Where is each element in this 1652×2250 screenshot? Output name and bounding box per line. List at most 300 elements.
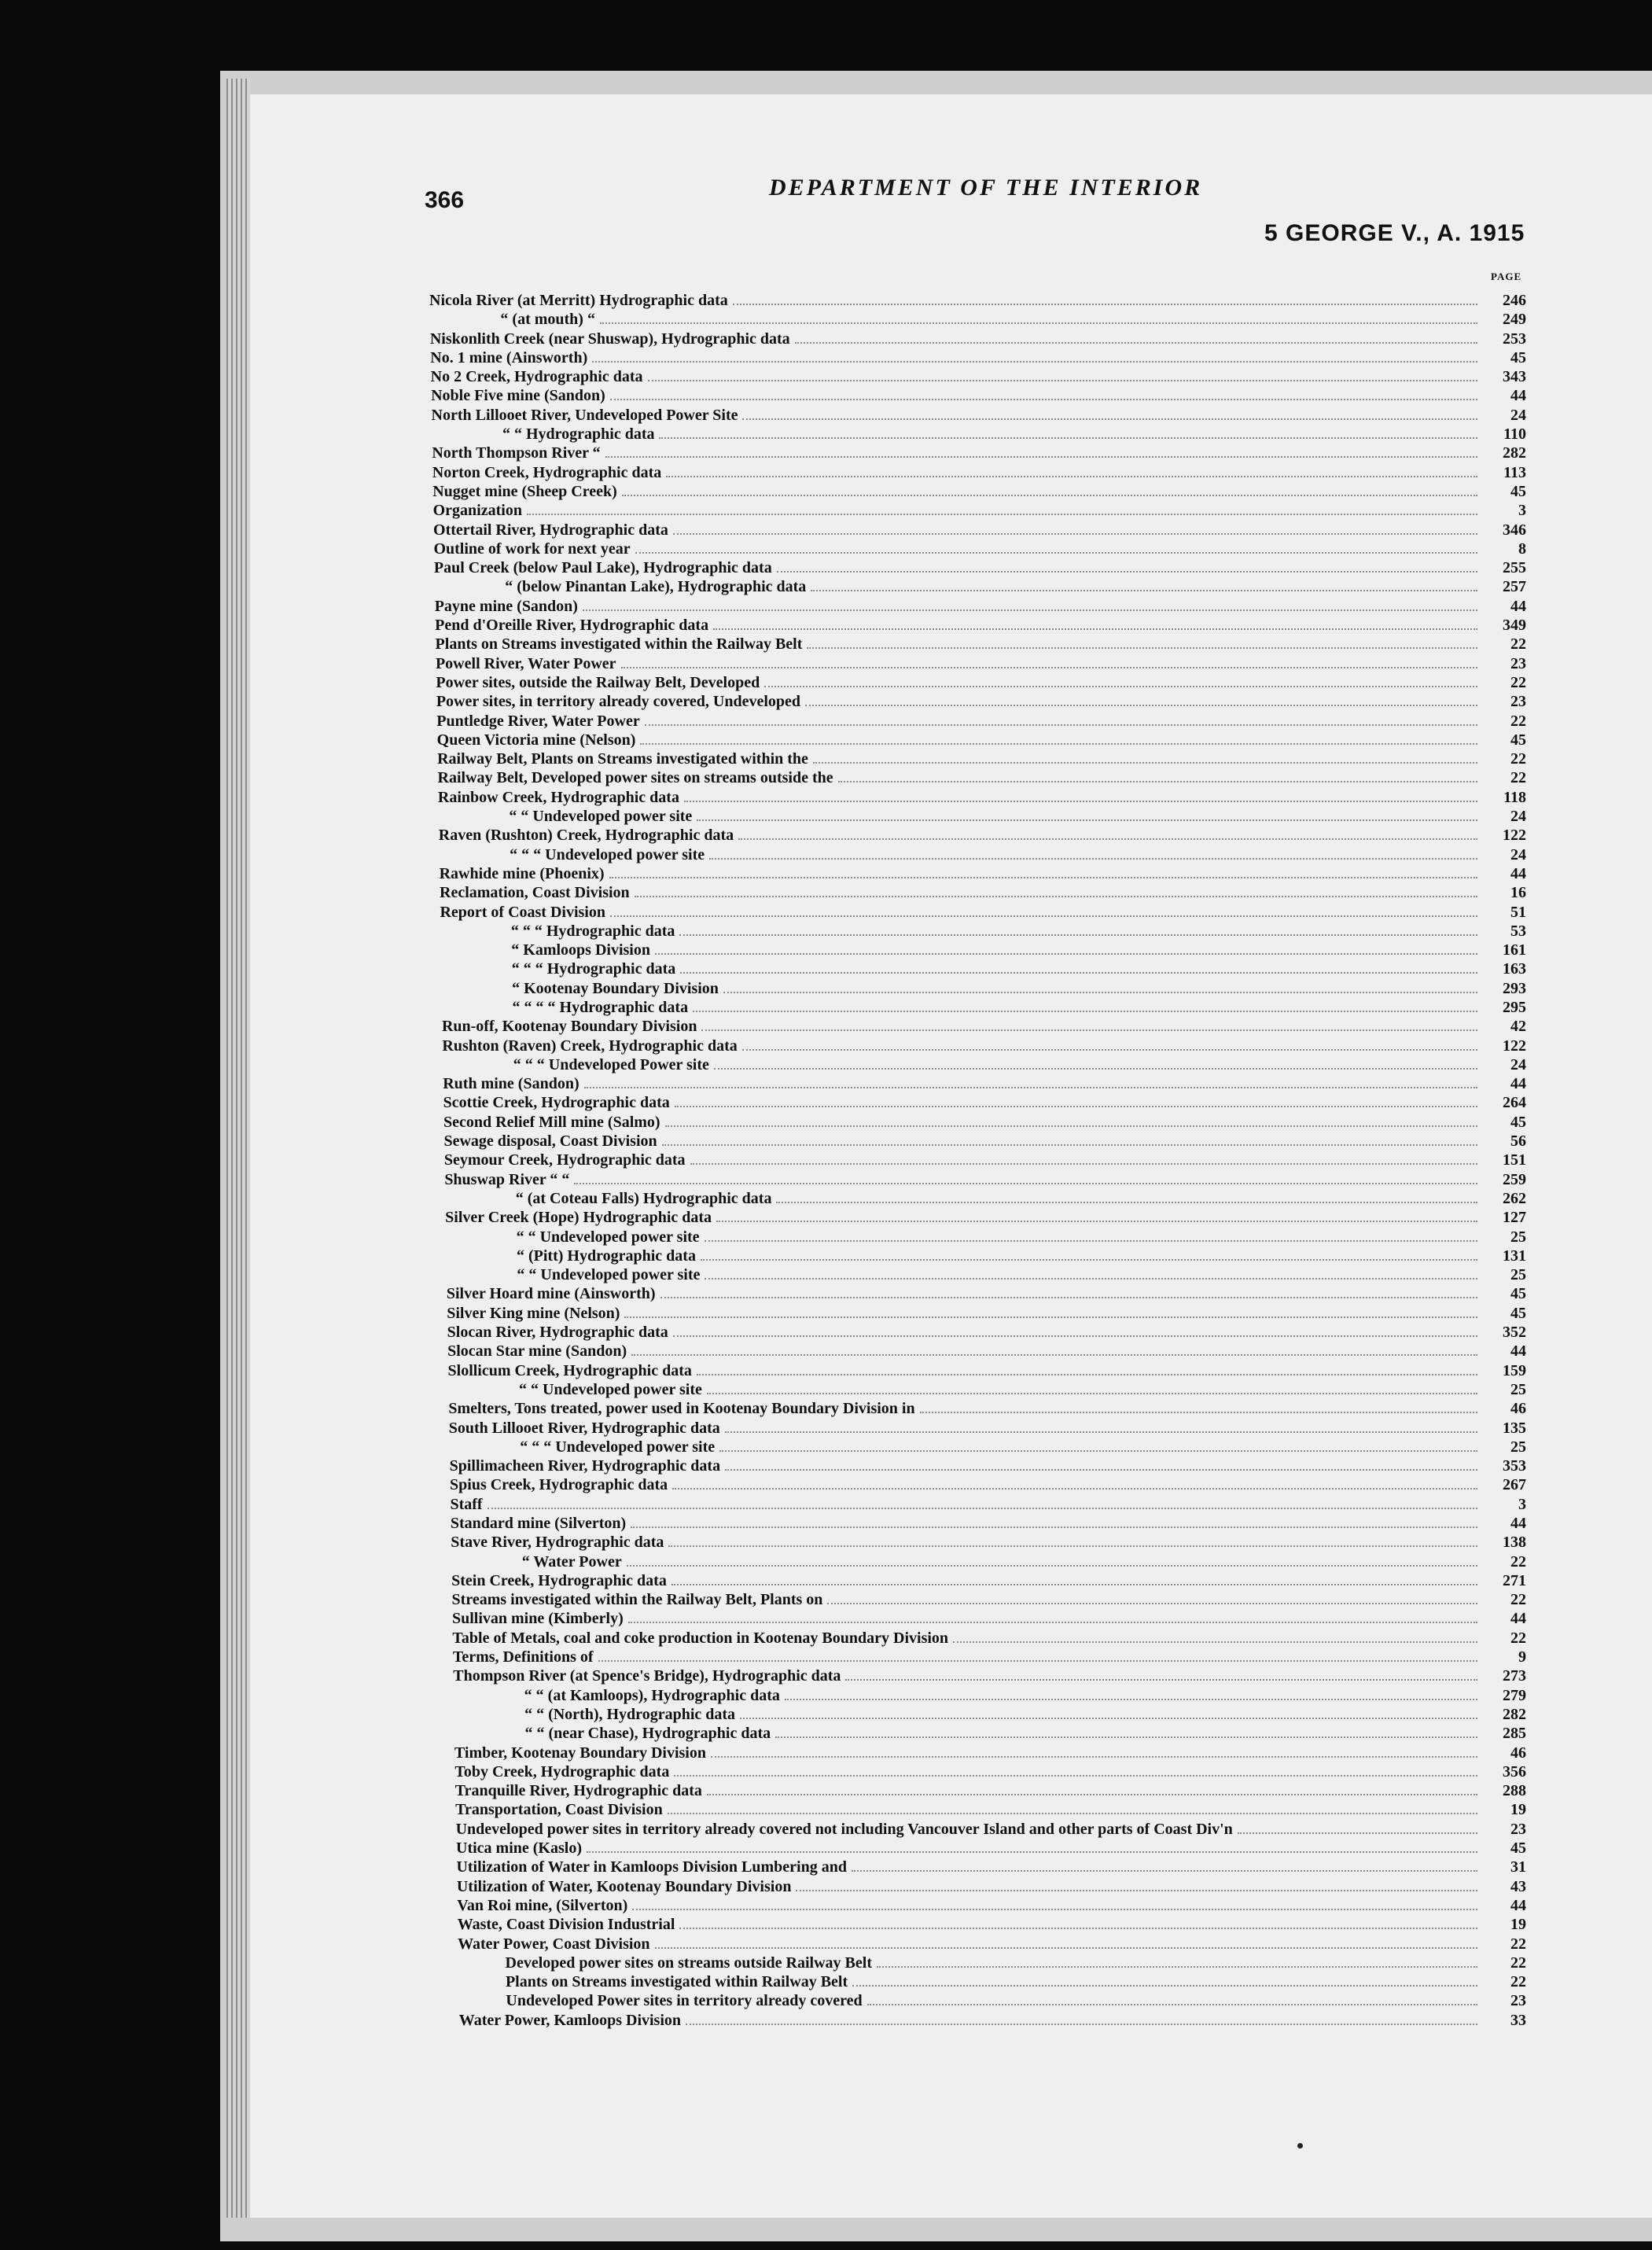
dot-leader	[805, 694, 1477, 706]
dot-leader	[655, 942, 1477, 955]
entry-page-number: 3	[1518, 1495, 1526, 1513]
entry-text: “ “ (near Chase), Hydrographic data	[524, 1725, 771, 1743]
index-entry	[429, 1247, 1526, 1265]
dot-leader	[852, 1859, 1477, 1872]
index-entry	[429, 1896, 1526, 1915]
entry-text: Silver Creek (Hope) Hydrographic data	[445, 1209, 712, 1227]
entry-text: Slocan Star mine (Sandon)	[447, 1342, 627, 1361]
entry-text: “ (Pitt) Hydrographic data	[517, 1247, 696, 1265]
entry-text: Powell River, Water Power	[435, 654, 616, 672]
entry-text: Report of Coast Division	[440, 903, 605, 921]
dot-leader	[610, 904, 1477, 917]
dot-leader	[679, 1917, 1477, 1929]
entry-page-number: 53	[1510, 922, 1526, 940]
dot-leader	[668, 1802, 1477, 1814]
entry-page-number: 282	[1503, 444, 1526, 462]
index-entry	[429, 1074, 1526, 1093]
entry-text: Paul Creek (below Paul Lake), Hydrographic data	[433, 559, 772, 577]
index-entry	[429, 1495, 1526, 1514]
index-entry	[429, 712, 1526, 731]
index-entry	[429, 1820, 1526, 1839]
index-entry	[429, 1705, 1526, 1724]
entry-text: No. 1 mine (Ainsworth)	[430, 348, 588, 366]
entry-text: Seymour Creek, Hydrographic data	[443, 1151, 686, 1169]
entry-text: “ “ Undeveloped power site	[516, 1228, 700, 1246]
dot-leader	[628, 1611, 1477, 1623]
index-entry	[429, 425, 1526, 444]
index-entry	[429, 749, 1526, 768]
entry-text: Noble Five mine (Sandon)	[431, 387, 605, 405]
index-entry	[429, 692, 1526, 711]
index-entry	[429, 1915, 1526, 1934]
entry-text: Payne mine (Sandon)	[434, 597, 578, 615]
dot-leader	[592, 350, 1477, 363]
entry-text: Developed power sites on streams outside Railway Belt	[505, 1954, 872, 1972]
dot-leader	[1238, 1821, 1477, 1834]
entry-text: “ Kootenay Boundary Division	[512, 979, 719, 997]
entry-text: Raven (Rushton) Creek, Hydrographic data	[438, 827, 734, 845]
index-entry	[429, 1284, 1526, 1303]
entry-page-number: 25	[1510, 1266, 1526, 1284]
entry-text: Pend d'Oreille River, Hydrographic data	[435, 617, 709, 635]
index-entry	[429, 2011, 1526, 2030]
entry-page-number: 22	[1510, 712, 1526, 730]
dot-leader	[622, 484, 1477, 496]
entry-page-number: 249	[1503, 311, 1526, 329]
entry-text: Transportation, Coast Division	[455, 1801, 663, 1819]
entry-text: Reclamation, Coast Division	[440, 884, 630, 902]
entry-text: “ “ “ Hydrographic data	[511, 960, 676, 978]
page-mark	[1297, 2143, 1303, 2149]
entry-page-number: 43	[1510, 1877, 1526, 1895]
entry-page-number: 44	[1510, 1515, 1526, 1532]
entry-text: Timber, Kootenay Boundary Division	[454, 1744, 706, 1762]
dot-leader	[697, 808, 1477, 821]
index-entry	[429, 1858, 1526, 1876]
index-entry	[429, 1514, 1526, 1533]
entry-page-number: 271	[1503, 1571, 1526, 1589]
dot-leader	[776, 1191, 1477, 1203]
entry-text: Water Power, Kamloops Division	[458, 2011, 682, 2029]
entry-page-number: 46	[1510, 1400, 1526, 1418]
dot-leader	[583, 598, 1477, 611]
index-entry	[429, 1991, 1526, 2010]
session-tag: 5 GEORGE V., A. 1915	[1264, 220, 1525, 246]
index-entry	[429, 1323, 1526, 1342]
dot-leader	[719, 1439, 1477, 1452]
entry-page-number: 22	[1510, 673, 1526, 691]
entry-text: “ (below Pinantan Lake), Hydrographic data	[505, 578, 807, 596]
index-entry	[429, 1438, 1526, 1456]
dot-leader	[716, 1210, 1477, 1222]
entry-page-number: 22	[1510, 1552, 1526, 1571]
index-entry	[429, 1648, 1526, 1666]
dot-leader	[610, 388, 1477, 400]
index-entry	[429, 1972, 1526, 1991]
entry-text: Utilization of Water, Kootenay Boundary Division	[456, 1877, 792, 1895]
entry-page-number: 151	[1503, 1151, 1526, 1169]
entry-page-number: 23	[1510, 654, 1526, 672]
entry-page-number: 138	[1503, 1534, 1526, 1552]
entry-text: “ Kamloops Division	[511, 941, 650, 959]
index-entry	[429, 577, 1526, 596]
index-entry	[429, 330, 1526, 348]
dot-leader	[680, 961, 1477, 974]
index-entry	[429, 903, 1526, 922]
index-entry	[429, 501, 1526, 520]
entry-page-number: 45	[1510, 348, 1526, 366]
entry-text: Railway Belt, Developed power sites on streams outside the	[437, 769, 833, 787]
entry-page-number: 44	[1510, 1075, 1526, 1093]
entry-page-number: 22	[1510, 1935, 1526, 1953]
entry-text: Waste, Coast Division Industrial	[457, 1916, 675, 1934]
index-entry	[429, 1533, 1526, 1552]
dot-leader	[795, 331, 1477, 344]
entry-text: “ Water Power	[521, 1552, 622, 1571]
index-entry	[429, 1800, 1526, 1819]
entry-text: “ “ (at Kamloops), Hydrographic data	[524, 1686, 780, 1704]
entry-text: Water Power, Coast Division	[458, 1935, 650, 1953]
dot-leader	[740, 1707, 1477, 1719]
entry-page-number: 159	[1503, 1361, 1526, 1379]
index-entry	[429, 845, 1526, 864]
entry-text: Van Roi mine, (Silverton)	[457, 1896, 628, 1914]
entry-page-number: 127	[1503, 1209, 1526, 1227]
entry-page-number: 23	[1510, 693, 1526, 711]
dot-leader	[838, 770, 1477, 783]
entry-page-number: 110	[1503, 425, 1526, 444]
index-entry	[429, 768, 1526, 787]
entry-page-number: 356	[1503, 1762, 1526, 1780]
dot-leader	[867, 1993, 1477, 2005]
dot-leader	[690, 1152, 1477, 1165]
dot-leader	[600, 311, 1477, 324]
page-column-label: PAGE	[1491, 271, 1522, 282]
entry-page-number: 44	[1510, 1342, 1526, 1361]
dot-leader	[635, 541, 1477, 554]
entry-page-number: 45	[1510, 1839, 1526, 1858]
entry-text: Spius Creek, Hydrographic data	[450, 1476, 668, 1494]
entry-text: Second Relief Mill mine (Salmo)	[443, 1113, 660, 1131]
dot-leader	[574, 1172, 1477, 1184]
entry-text: Outline of work for next year	[433, 539, 631, 558]
entry-text: Streams investigated within the Railway Belt, Plants on	[451, 1591, 823, 1609]
entry-text: Thompson River (at Spence's Bridge), Hydrographic data	[453, 1667, 841, 1685]
entry-text: Power sites, in territory already covered, Undeveloped	[436, 693, 801, 711]
index-entry	[429, 864, 1526, 883]
entry-page-number: 346	[1503, 521, 1526, 539]
entry-text: Sullivan mine (Kimberly)	[451, 1610, 624, 1628]
dot-leader	[609, 866, 1477, 878]
entry-text: “ “ “ Undeveloped power site	[520, 1438, 716, 1456]
index-entry	[429, 826, 1526, 845]
index-entry	[429, 482, 1526, 501]
index-entry	[429, 406, 1526, 425]
entry-page-number: 45	[1510, 731, 1526, 749]
entry-page-number: 257	[1503, 578, 1526, 596]
dot-leader	[693, 1000, 1477, 1012]
entry-page-number: 262	[1503, 1189, 1526, 1207]
dot-leader	[733, 293, 1477, 305]
entry-text: North Lillooet River, Undeveloped Power Site	[431, 406, 738, 424]
index-entry	[429, 1877, 1526, 1896]
entry-text: Nugget mine (Sheep Creek)	[432, 482, 617, 500]
index-entry	[429, 310, 1526, 329]
index-entry	[429, 1304, 1526, 1323]
dot-leader	[584, 1076, 1477, 1088]
dot-leader	[738, 827, 1477, 840]
dot-leader	[631, 1515, 1477, 1528]
entry-page-number: 22	[1510, 635, 1526, 654]
index-entry	[429, 348, 1526, 367]
dot-leader	[660, 1286, 1477, 1298]
index-entry	[429, 1475, 1526, 1494]
index-entry	[429, 1151, 1526, 1169]
dot-leader	[953, 1630, 1477, 1643]
entry-page-number: 44	[1510, 387, 1526, 405]
dot-leader	[701, 1248, 1477, 1261]
entry-text: Niskonlith Creek (near Shuswap), Hydrographic data	[429, 330, 790, 348]
entry-text: “ “ Undeveloped power site	[509, 808, 693, 826]
index-entry	[429, 291, 1526, 310]
entry-page-number: 44	[1510, 1610, 1526, 1628]
entry-text: Power sites, outside the Railway Belt, Developed	[436, 673, 760, 691]
index-entry	[429, 1456, 1526, 1475]
entry-page-number: 44	[1510, 864, 1526, 882]
entry-text: South Lillooet River, Hydrographic data	[448, 1419, 720, 1437]
index-entry	[429, 558, 1526, 577]
index-entry	[429, 1666, 1526, 1685]
index-entry	[429, 521, 1526, 539]
entry-text: “ “ Hydrographic data	[502, 425, 655, 444]
entry-page-number: 22	[1510, 1591, 1526, 1609]
entry-page-number: 279	[1503, 1686, 1526, 1704]
dot-leader	[665, 1114, 1477, 1127]
dot-leader	[659, 426, 1477, 439]
index-entry	[429, 654, 1526, 673]
dot-leader	[697, 1363, 1477, 1375]
entry-text: Utilization of Water in Kamloops Division Lumbering and	[456, 1858, 847, 1876]
entry-page-number: 45	[1510, 1113, 1526, 1131]
index-entry	[429, 444, 1526, 462]
index-entry	[429, 998, 1526, 1017]
entry-text: Standard mine (Silverton)	[450, 1515, 627, 1532]
dot-leader	[684, 790, 1477, 802]
dot-leader	[701, 1018, 1477, 1031]
index-entry	[429, 1265, 1526, 1284]
index-entry	[429, 1629, 1526, 1648]
entry-page-number: 22	[1510, 1954, 1526, 1972]
dot-leader	[631, 1343, 1477, 1356]
index-entry	[429, 941, 1526, 959]
entry-page-number: 3	[1518, 502, 1526, 520]
index-entry	[429, 1055, 1526, 1074]
index-entry	[429, 635, 1526, 654]
entry-page-number: 349	[1503, 617, 1526, 635]
entry-text: Queen Victoria mine (Nelson)	[436, 731, 636, 749]
dot-leader	[686, 2012, 1477, 2025]
index-entry	[429, 1419, 1526, 1438]
entry-text: Toby Creek, Hydrographic data	[454, 1762, 670, 1780]
entry-text: Rawhide mine (Phoenix)	[439, 864, 605, 882]
entry-page-number: 295	[1503, 998, 1526, 1016]
dot-leader	[813, 751, 1477, 764]
dot-leader	[587, 1840, 1477, 1853]
entry-page-number: 42	[1510, 1018, 1526, 1036]
index-entry	[429, 959, 1526, 978]
dot-leader	[527, 503, 1477, 515]
index-entry	[429, 1132, 1526, 1151]
index-entry	[429, 1762, 1526, 1781]
dot-leader	[645, 713, 1477, 726]
entry-text: Slocan River, Hydrographic data	[447, 1324, 668, 1342]
index-entry	[429, 1113, 1526, 1132]
entry-text: Silver Hoard mine (Ainsworth)	[446, 1285, 656, 1303]
entry-text: Table of Metals, coal and coke production in Kootenay Boundary Division	[452, 1629, 949, 1647]
running-head: DEPARTMENT OF THE INTERIOR	[769, 175, 1203, 201]
entry-page-number: 246	[1503, 292, 1526, 309]
entry-text: “ “ “ Hydrographic data	[510, 922, 675, 940]
dot-leader	[666, 465, 1477, 477]
dot-leader	[671, 1573, 1477, 1585]
entry-text: Ruth mine (Sandon)	[443, 1075, 579, 1093]
dot-leader	[775, 1725, 1477, 1738]
entry-page-number: 22	[1510, 1973, 1526, 1991]
dot-leader	[668, 1534, 1477, 1547]
dot-leader	[705, 1267, 1477, 1280]
entry-page-number: 16	[1510, 884, 1526, 902]
index-entry	[429, 597, 1526, 616]
index-entry	[429, 1037, 1526, 1055]
index-entry	[429, 1724, 1526, 1743]
index-entry	[429, 1170, 1526, 1189]
entry-page-number: 56	[1510, 1132, 1526, 1151]
index-entry	[429, 1590, 1526, 1609]
index-entry	[429, 673, 1526, 692]
entry-page-number: 25	[1510, 1380, 1526, 1398]
entry-page-number: 24	[1510, 845, 1526, 864]
dot-leader	[785, 1688, 1477, 1700]
entry-page-number: 44	[1510, 1896, 1526, 1914]
entry-text: Rushton (Raven) Creek, Hydrographic data	[442, 1037, 738, 1055]
entry-text: “ “ “ Undeveloped power site	[510, 845, 705, 864]
entry-page-number: 259	[1503, 1170, 1526, 1188]
dot-leader	[655, 1936, 1477, 1949]
entry-text: Rainbow Creek, Hydrographic data	[437, 788, 679, 806]
dot-leader	[777, 560, 1477, 573]
dot-leader	[707, 1382, 1477, 1394]
entry-page-number: 161	[1503, 941, 1526, 959]
index-entry	[429, 539, 1526, 558]
dot-leader	[811, 579, 1477, 591]
entry-text: Stave River, Hydrographic data	[451, 1534, 664, 1552]
entry-page-number: 273	[1503, 1667, 1526, 1685]
entry-page-number: 282	[1503, 1705, 1526, 1723]
entry-text: Shuswap River “ “	[444, 1170, 570, 1188]
dot-leader	[674, 1764, 1477, 1777]
dot-leader	[796, 1879, 1477, 1891]
index-entry	[429, 1208, 1526, 1227]
index-entry	[429, 1342, 1526, 1361]
entry-page-number: 255	[1503, 559, 1526, 577]
index-entry	[429, 1399, 1526, 1418]
entry-text: Plants on Streams investigated within Railway Belt	[505, 1973, 848, 1991]
entry-page-number: 44	[1510, 597, 1526, 615]
entry-text: “ “ Undeveloped power site	[517, 1266, 701, 1284]
entry-page-number: 33	[1510, 2011, 1526, 2029]
entry-page-number: 25	[1510, 1438, 1526, 1456]
dot-leader	[742, 407, 1477, 420]
dot-leader	[672, 1477, 1477, 1490]
entry-text: Silver King mine (Nelson)	[447, 1304, 620, 1322]
entry-text: Railway Belt, Plants on Streams investigated within the	[437, 750, 808, 768]
entry-text: “ “ Undeveloped power site	[518, 1380, 702, 1398]
dot-leader	[673, 1324, 1477, 1337]
entry-text: Smelters, Tons treated, power used in Kootenay Boundary Division in	[448, 1400, 915, 1418]
document-page	[250, 94, 1652, 2218]
entry-text: Plants on Streams investigated within the Railway Belt	[435, 635, 803, 654]
page-edge-lines	[226, 79, 250, 2218]
entry-text: Stein Creek, Hydrographic data	[451, 1571, 667, 1589]
dot-leader	[679, 923, 1477, 936]
entry-text: Ottertail River, Hydrographic data	[433, 521, 668, 539]
index-entry	[429, 616, 1526, 635]
entry-text: Run-off, Kootenay Boundary Division	[441, 1018, 697, 1036]
dot-leader	[605, 445, 1477, 458]
dot-leader	[648, 369, 1478, 381]
entry-page-number: 45	[1510, 482, 1526, 500]
entry-page-number: 122	[1503, 1037, 1526, 1055]
entry-text: “ “ “ “ Hydrographic data	[512, 998, 689, 1016]
entry-page-number: 23	[1510, 1820, 1526, 1838]
dot-leader	[662, 1133, 1477, 1146]
entry-page-number: 343	[1503, 368, 1526, 386]
index-entry	[429, 788, 1526, 807]
index-entry	[429, 731, 1526, 749]
index-entry	[429, 1189, 1526, 1208]
entry-page-number: 45	[1510, 1285, 1526, 1303]
entry-page-number: 22	[1510, 750, 1526, 768]
index-entry	[429, 807, 1526, 826]
index-entry	[429, 463, 1526, 482]
index-entry	[429, 1686, 1526, 1705]
index-entry	[429, 1781, 1526, 1800]
dot-leader	[714, 1057, 1477, 1070]
entry-text: North Thompson River “	[432, 444, 601, 462]
entry-page-number: 288	[1503, 1782, 1526, 1800]
entry-text: Slollicum Creek, Hydrographic data	[447, 1361, 692, 1379]
index-entry	[429, 979, 1526, 998]
entry-text: Scottie Creek, Hydrographic data	[443, 1094, 670, 1112]
index-entry	[429, 367, 1526, 386]
entry-page-number: 118	[1503, 788, 1526, 806]
entry-page-number: 24	[1510, 808, 1526, 826]
entry-page-number: 352	[1503, 1324, 1526, 1342]
dot-leader	[852, 1974, 1477, 1987]
entry-text: Sewage disposal, Coast Division	[443, 1132, 657, 1151]
entry-page-number: 253	[1503, 330, 1526, 348]
dot-leader	[598, 1649, 1477, 1662]
entry-page-number: 23	[1510, 1992, 1526, 2010]
entry-text: “ (at mouth) “	[500, 311, 595, 329]
dot-leader	[713, 617, 1477, 630]
entry-page-number: 31	[1510, 1858, 1526, 1876]
entry-page-number: 122	[1503, 827, 1526, 845]
entry-text: Undeveloped power sites in territory already covered not including Vancouver Island and other parts of Coast Div'n	[455, 1820, 1233, 1838]
entry-text: “ “ (North), Hydrographic data	[524, 1705, 736, 1723]
dot-leader	[764, 675, 1477, 687]
dot-leader	[742, 1038, 1477, 1051]
